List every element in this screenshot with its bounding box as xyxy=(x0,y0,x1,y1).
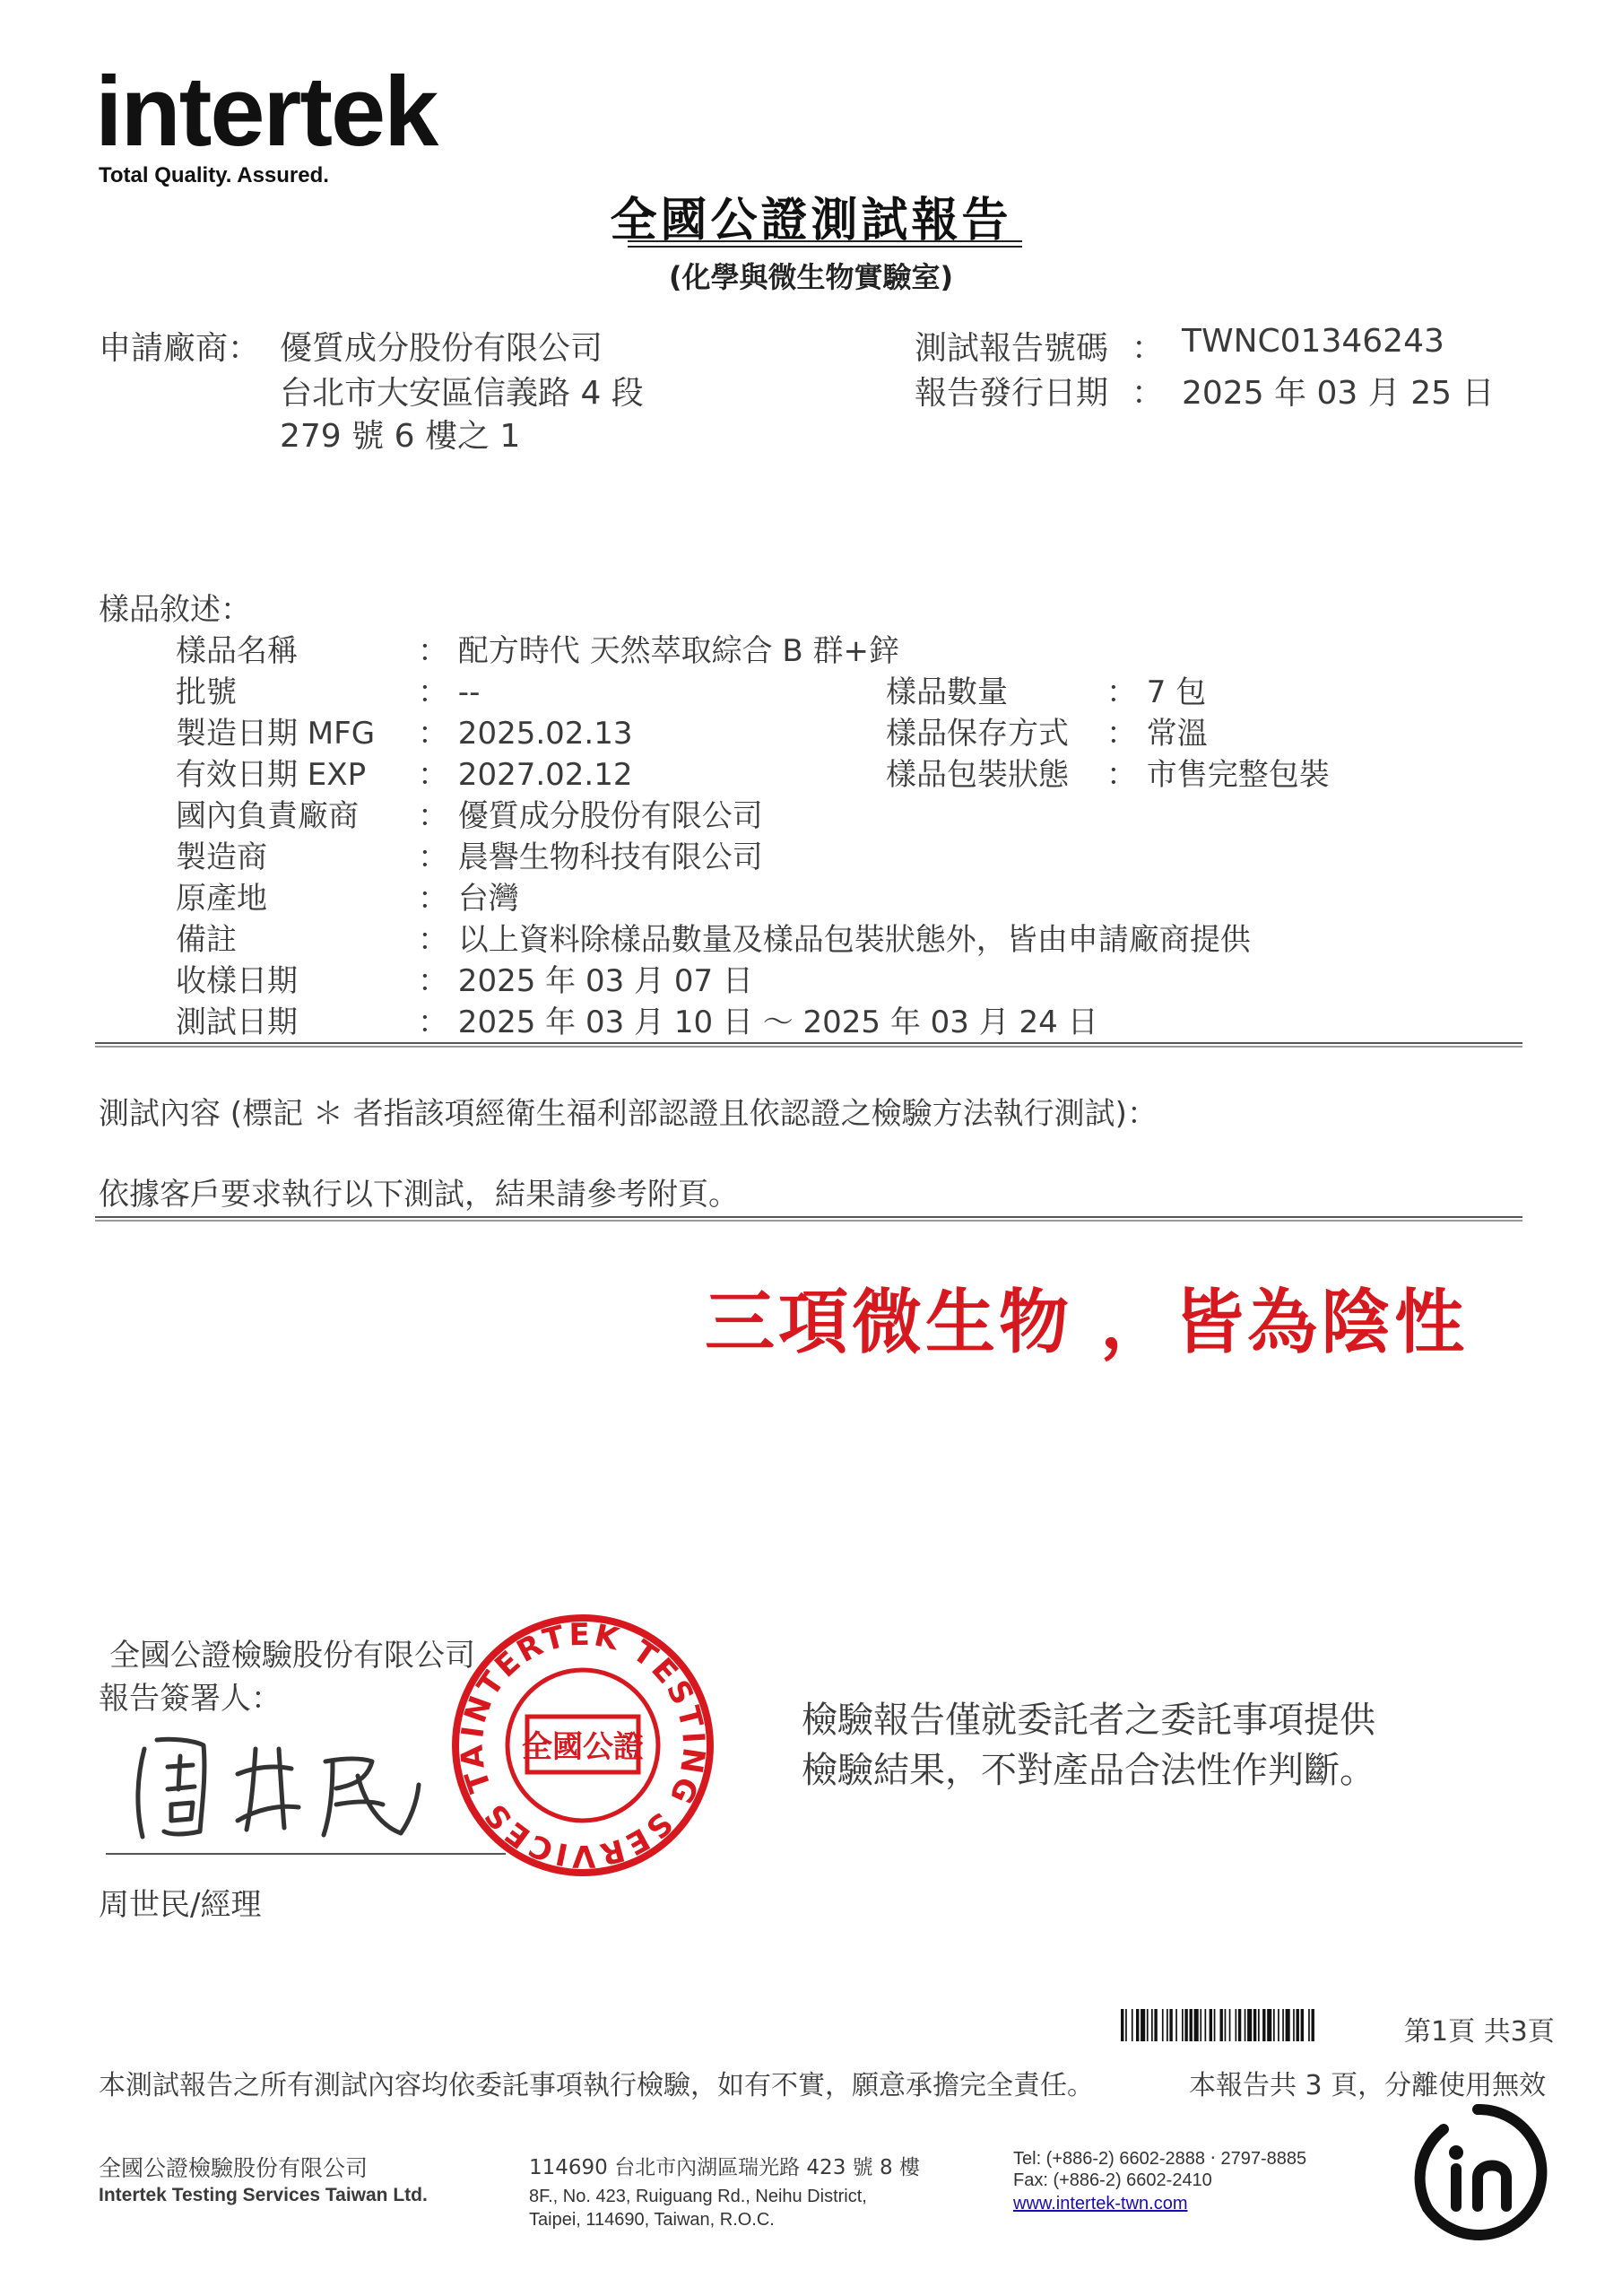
barcode-bar xyxy=(1136,2009,1139,2041)
in-logo-graphic xyxy=(1408,2102,1548,2242)
barcode-bar xyxy=(1297,2009,1299,2041)
signature-strokes xyxy=(121,1722,435,1848)
footer-address-en-2: Taipei, 114690, Taiwan, R.O.C. xyxy=(529,2210,775,2230)
sample-field-label: 有效日期 EXP xyxy=(176,757,367,793)
report-date-colon: ： xyxy=(1132,375,1165,412)
barcode-bar xyxy=(1301,2009,1304,2041)
sample-right-value: ： 常溫 xyxy=(1106,716,1208,752)
sample-field-value: ： 2025 年 03 月 10 日 ～ 2025 年 03 月 24 日 xyxy=(418,1004,1098,1040)
barcode-bar xyxy=(1245,2009,1246,2041)
barcode-bar xyxy=(1312,2009,1314,2041)
test-content-text: 依據客戶要求執行以下測試，結果請參考附頁。 xyxy=(99,1177,739,1213)
sample-field-value: ： 配方時代 天然萃取綜合 B 群+鋅 xyxy=(418,633,900,669)
footer-fax: Fax: (+886-2) 6602-2410 xyxy=(1013,2170,1212,2190)
sample-field-label: 測試日期 xyxy=(176,1004,298,1040)
sample-field-row xyxy=(176,874,519,918)
barcode-bar xyxy=(1121,2009,1123,2041)
title-underline-bottom xyxy=(628,246,1022,248)
sample-field-row xyxy=(176,667,480,711)
barcode-bar xyxy=(1286,2009,1290,2041)
sample-field-value: ： 優質成分股份有限公司 xyxy=(418,798,763,834)
seal-center-text: 全國公證 xyxy=(522,1729,644,1765)
barcode-bar xyxy=(1273,2009,1275,2041)
test-content-label: 測試內容 (標記 ＊ 者指該項經衛生福利部認證且依認證之檢驗方法執行測試)： xyxy=(99,1096,1158,1132)
barcode-bar xyxy=(1247,2009,1252,2041)
sample-field-label: 原產地 xyxy=(176,881,267,917)
barcode-bar xyxy=(1194,2009,1199,2041)
barcode-bar xyxy=(1132,2009,1133,2041)
barcode-bar xyxy=(1169,2009,1172,2041)
barcode-bar xyxy=(1147,2009,1149,2041)
section-divider-shadow xyxy=(95,1046,1522,1048)
barcode xyxy=(1121,2009,1370,2041)
sample-field-row xyxy=(176,750,632,794)
barcode-bar xyxy=(1190,2009,1193,2041)
sample-field-label: 樣品名稱 xyxy=(176,633,298,669)
report-date-label: 報告發行日期 xyxy=(915,375,1109,412)
barcode-bar xyxy=(1162,2009,1164,2041)
barcode-bar xyxy=(1125,2009,1127,2041)
seal-graphic xyxy=(448,1611,717,1880)
report-date: 2025 年 03 月 25 日 xyxy=(1182,375,1495,412)
barcode-graphic xyxy=(1121,2009,1370,2041)
barcode-bar xyxy=(1282,2009,1284,2041)
sample-right-value: ： 市售完整包裝 xyxy=(1106,757,1330,793)
sample-field-value: ： 2025 年 03 月 07 日 xyxy=(418,963,753,999)
signature-line xyxy=(106,1853,506,1855)
barcode-bar xyxy=(1293,2009,1295,2041)
barcode-bar xyxy=(1262,2009,1265,2041)
barcode-bar xyxy=(1229,2009,1231,2041)
sample-field-label: 收樣日期 xyxy=(176,963,298,999)
sample-field-row xyxy=(176,832,763,876)
logo-wordmark: intertek xyxy=(95,57,438,167)
barcode-bar xyxy=(1258,2009,1260,2041)
sample-field-row xyxy=(176,791,763,835)
footer-address-zh: 114690 台北市內湖區瑞光路 423 號 8 樓 xyxy=(529,2156,920,2179)
report-title: 全國公證測試報告 xyxy=(610,194,1012,248)
barcode-bar xyxy=(1167,2009,1168,2041)
report-number-label: 測試報告號碼 xyxy=(915,330,1109,367)
disclaimer-line-2: 檢驗結果，不對產品合法性作判斷。 xyxy=(802,1750,1375,1791)
page-info: 第1頁 共3頁 xyxy=(1404,2016,1555,2048)
sample-field-row xyxy=(176,997,1098,1041)
barcode-bar xyxy=(1267,2009,1271,2041)
barcode-bar xyxy=(1308,2009,1310,2041)
applicant-name: 優質成分股份有限公司 xyxy=(280,330,603,367)
intertek-in-icon xyxy=(1408,2102,1548,2242)
test-divider-shadow xyxy=(95,1220,1522,1222)
sample-field-row xyxy=(176,956,753,1000)
barcode-bar xyxy=(1278,2009,1279,2041)
barcode-bar xyxy=(1236,2009,1237,2041)
title-underline-top xyxy=(628,240,1022,242)
handwritten-signature xyxy=(121,1722,435,1848)
logo-tagline: Total Quality. Assured. xyxy=(99,163,329,187)
applicant-label: 申請廠商： xyxy=(99,330,261,367)
signer-name-title: 周世民/經理 xyxy=(99,1887,262,1923)
barcode-bar xyxy=(1154,2009,1157,2041)
barcode-bar xyxy=(1220,2009,1223,2041)
barcode-bar xyxy=(1141,2009,1145,2041)
footer-company-zh: 全國公證檢驗股份有限公司 xyxy=(99,2155,369,2181)
sample-field-row xyxy=(176,915,1251,959)
sample-field-value: ： 2027.02.12 xyxy=(418,757,633,793)
barcode-bar xyxy=(1225,2009,1227,2041)
footer-address-en-1: 8F., No. 423, Ruiguang Rd., Neihu District, xyxy=(529,2187,867,2206)
intertek-logo xyxy=(95,57,438,188)
sample-field-value: ： -- xyxy=(418,674,481,710)
footer-website-link[interactable]: www.intertek-twn.com xyxy=(1013,2194,1188,2213)
sample-field-label: 製造日期 MFG xyxy=(176,716,376,752)
barcode-bar xyxy=(1151,2009,1153,2041)
barcode-bar xyxy=(1238,2009,1241,2041)
footer-note-left: 本測試報告之所有測試內容均依委託事項執行檢驗，如有不實，願意承擔完全責任。 xyxy=(99,2070,1094,2101)
sample-field-row xyxy=(176,626,899,670)
barcode-bar xyxy=(1175,2009,1177,2041)
section-divider xyxy=(95,1042,1522,1044)
sample-field-value: ： 以上資料除樣品數量及樣品包裝狀態外，皆由申請廠商提供 xyxy=(418,922,1251,958)
footer-tel: Tel: (+886-2) 6602-2888 ‧ 2797-8885 xyxy=(1013,2149,1307,2169)
sample-field-row xyxy=(176,709,632,752)
sample-right-label: 樣品保存方式 xyxy=(886,716,1069,752)
applicant-address-1: 台北市大安區信義路 4 段 xyxy=(280,375,644,412)
sample-field-label: 國內負責廠商 xyxy=(176,798,359,834)
footer-note-right: 本報告共 3 頁，分離使用無效 xyxy=(1189,2070,1547,2101)
barcode-bar xyxy=(1184,2009,1187,2041)
barcode-bar xyxy=(1205,2009,1207,2041)
sample-right-row xyxy=(886,709,1208,752)
barcode-bar xyxy=(1214,2009,1216,2041)
barcode-bar xyxy=(1182,2009,1184,2041)
sample-field-label: 製造商 xyxy=(176,839,267,875)
sample-right-row xyxy=(886,750,1330,794)
report-number-colon: ： xyxy=(1132,330,1165,367)
sample-right-row xyxy=(886,667,1206,711)
sample-field-value: ： 台灣 xyxy=(418,881,519,917)
signing-company: 全國公證檢驗股份有限公司 xyxy=(109,1638,475,1674)
sample-right-label: 樣品數量 xyxy=(886,674,1008,710)
signer-label: 報告簽署人： xyxy=(99,1681,282,1717)
sample-field-value: ： 晨譽生物科技有限公司 xyxy=(418,839,763,875)
sample-section-label: 樣品敘述： xyxy=(99,592,251,628)
sample-field-label: 批號 xyxy=(176,674,237,710)
result-highlight: 三項微生物 ，皆為陰性 xyxy=(705,1283,1469,1363)
company-seal xyxy=(448,1611,717,1880)
barcode-bar xyxy=(1210,2009,1212,2041)
footer-company-en: Intertek Testing Services Taiwan Ltd. xyxy=(99,2185,428,2205)
test-divider xyxy=(95,1216,1522,1218)
report-subtitle: (化學與微生物實驗室) xyxy=(668,260,954,294)
disclaimer-line-1: 檢驗報告僅就委託者之委託事項提供 xyxy=(802,1700,1375,1741)
seal-outer-text: INTERTEK TESTING SERVICES TA xyxy=(454,1616,712,1874)
barcode-bar xyxy=(1200,2009,1201,2041)
sample-right-label: 樣品包裝狀態 xyxy=(886,757,1069,793)
report-number: TWNC01346243 xyxy=(1182,323,1444,360)
sample-field-value: ： 2025.02.13 xyxy=(418,716,633,752)
applicant-address-2: 279 號 6 樓之 1 xyxy=(280,418,521,455)
barcode-bar xyxy=(1253,2009,1256,2041)
sample-field-label: 備註 xyxy=(176,922,237,958)
sample-right-value: ： 7 包 xyxy=(1106,674,1207,710)
